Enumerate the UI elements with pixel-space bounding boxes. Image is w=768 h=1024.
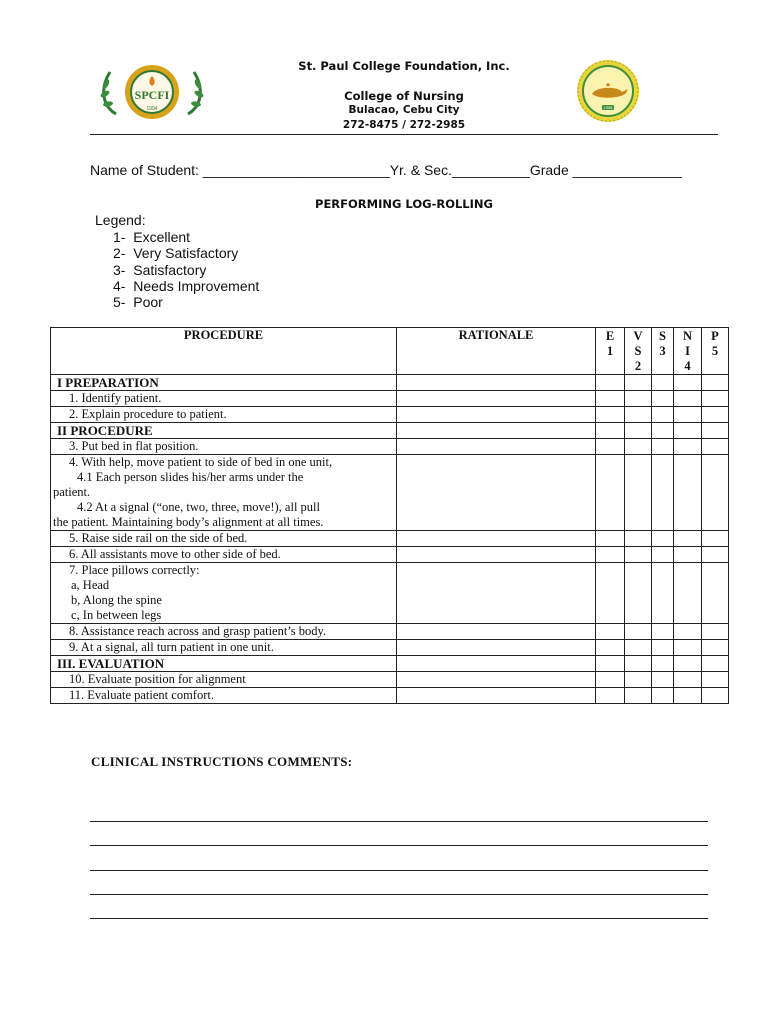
score-cell[interactable] — [625, 656, 652, 672]
section-label: I PREPARATION — [51, 375, 397, 391]
score-cell[interactable] — [702, 455, 729, 531]
score-header-char: 2 — [634, 359, 642, 373]
procedure-cell: 11. Evaluate patient comfort. — [51, 688, 397, 704]
score-header-char: 5 — [711, 344, 719, 358]
comment-line[interactable] — [90, 894, 708, 895]
rationale-cell[interactable] — [397, 656, 596, 672]
institution-name: St. Paul College Foundation, Inc. — [298, 59, 510, 73]
svg-text:1998: 1998 — [603, 105, 613, 110]
score-header-char: 4 — [684, 359, 691, 373]
comment-line[interactable] — [90, 821, 708, 822]
score-cell[interactable] — [596, 439, 625, 455]
score-cell[interactable] — [625, 672, 652, 688]
procedure-row — [51, 624, 729, 640]
student-info-line: Name of Student: ________________________Yr. & Sec.__________Grade ______________ — [90, 162, 682, 178]
score-cell[interactable] — [674, 563, 702, 624]
score-cell[interactable] — [625, 624, 652, 640]
score-cell[interactable] — [652, 656, 674, 672]
section-label: III. EVALUATION — [51, 656, 397, 672]
procedure-cell: 6. All assistants move to other side of bed. — [51, 547, 397, 563]
score-cell[interactable] — [596, 455, 625, 531]
procedure-cell: 5. Raise side rail on the side of bed. — [51, 531, 397, 547]
legend-title: Legend: — [95, 212, 146, 228]
score-cell[interactable] — [702, 563, 729, 624]
score-cell[interactable] — [674, 656, 702, 672]
procedure-line: 7. Place pillows correctly: — [69, 563, 200, 577]
score-cell[interactable] — [625, 688, 652, 704]
procedure-row — [51, 640, 729, 656]
procedure-row — [51, 563, 729, 624]
score-cell[interactable] — [702, 672, 729, 688]
score-cell[interactable] — [702, 439, 729, 455]
rationale-cell[interactable] — [397, 640, 596, 656]
rationale-header: RATIONALE — [397, 328, 596, 375]
score-cell[interactable] — [674, 439, 702, 455]
procedure-row — [51, 688, 729, 704]
procedure-line: c, In between legs — [71, 608, 162, 622]
svg-text:SPCFI: SPCFI — [134, 88, 170, 102]
score-cell[interactable] — [625, 640, 652, 656]
procedure-line: the patient. Maintaining body’s alignment at all times. — [53, 515, 324, 529]
score-cell[interactable] — [702, 656, 729, 672]
score-cell[interactable] — [652, 624, 674, 640]
score-cell[interactable] — [652, 563, 674, 624]
legend-item: 3- Satisfactory — [113, 262, 207, 278]
college-name: College of Nursing — [344, 89, 464, 103]
rationale-cell[interactable] — [397, 439, 596, 455]
score-cell[interactable] — [625, 547, 652, 563]
score-cell[interactable] — [596, 391, 625, 407]
procedure-line: b, Along the spine — [71, 593, 162, 607]
score-cell[interactable] — [702, 375, 729, 391]
score-cell[interactable] — [596, 672, 625, 688]
rationale-cell[interactable] — [397, 455, 596, 531]
score-header-char: S — [634, 344, 642, 358]
procedure-line: 4.1 Each person slides his/her arms under the — [77, 470, 304, 484]
procedure-line: 4.2 At a signal (“one, two, three, move!), all pull — [77, 500, 320, 514]
procedure-line: 4. With help, move patient to side of bed in one unit, — [69, 455, 333, 469]
score-cell[interactable] — [702, 547, 729, 563]
comment-line[interactable] — [90, 918, 708, 919]
score-header-char: E — [605, 329, 615, 343]
score-header-very-satisfactory — [625, 328, 652, 375]
procedure-row — [51, 531, 729, 547]
rationale-cell[interactable] — [397, 688, 596, 704]
score-cell[interactable] — [674, 531, 702, 547]
procedure-cell: 9. At a signal, all turn patient in one unit. — [51, 640, 397, 656]
score-cell[interactable] — [625, 407, 652, 423]
procedure-line: a, Head — [71, 578, 110, 592]
rationale-cell[interactable] — [397, 391, 596, 407]
score-cell[interactable] — [652, 640, 674, 656]
rationale-cell[interactable] — [397, 531, 596, 547]
section-label: II PROCEDURE — [51, 423, 397, 439]
score-cell[interactable] — [674, 640, 702, 656]
score-cell[interactable] — [596, 656, 625, 672]
score-cell[interactable] — [652, 688, 674, 704]
score-cell[interactable] — [596, 407, 625, 423]
procedure-row — [51, 455, 729, 531]
score-cell[interactable] — [674, 624, 702, 640]
procedure-row — [51, 407, 729, 423]
score-header-char: 3 — [659, 344, 666, 358]
score-cell[interactable] — [596, 640, 625, 656]
score-cell[interactable] — [652, 547, 674, 563]
procedure-row — [51, 439, 729, 455]
svg-text:1994: 1994 — [146, 106, 158, 112]
score-cell[interactable] — [625, 455, 652, 531]
score-cell[interactable] — [652, 531, 674, 547]
score-header-char: N — [682, 329, 693, 343]
score-header-char: I — [685, 344, 690, 358]
document-title: PERFORMING LOG-ROLLING — [315, 197, 493, 211]
score-cell[interactable] — [702, 624, 729, 640]
rationale-cell[interactable] — [397, 375, 596, 391]
procedure-row — [51, 672, 729, 688]
score-cell[interactable] — [596, 375, 625, 391]
section-row — [51, 656, 729, 672]
score-cell[interactable] — [702, 688, 729, 704]
score-cell[interactable] — [625, 531, 652, 547]
procedure-cell — [51, 563, 397, 624]
score-cell[interactable] — [702, 407, 729, 423]
score-cell[interactable] — [596, 547, 625, 563]
procedure-row — [51, 391, 729, 407]
score-cell[interactable] — [596, 624, 625, 640]
procedure-cell — [51, 455, 397, 531]
score-cell[interactable] — [674, 375, 702, 391]
score-header-char: P — [711, 329, 719, 343]
score-cell[interactable] — [652, 391, 674, 407]
score-cell[interactable] — [702, 391, 729, 407]
score-header-char: 1 — [606, 344, 614, 358]
score-header-char: V — [633, 329, 643, 343]
procedure-cell: 3. Put bed in flat position. — [51, 439, 397, 455]
score-cell[interactable] — [652, 439, 674, 455]
score-cell[interactable] — [674, 407, 702, 423]
college-phone: 272-8475 / 272-2985 — [342, 119, 466, 131]
score-cell[interactable] — [652, 455, 674, 531]
legend-item: 4- Needs Improvement — [113, 278, 260, 294]
score-cell[interactable] — [674, 547, 702, 563]
procedure-header: PROCEDURE — [51, 328, 397, 375]
rationale-cell[interactable] — [397, 563, 596, 624]
procedure-cell: 8. Assistance reach across and grasp patient’s body. — [51, 624, 397, 640]
score-cell[interactable] — [625, 375, 652, 391]
score-cell[interactable] — [674, 423, 702, 439]
legend-item: 1- Excellent — [113, 229, 191, 245]
score-header-char: S — [659, 329, 666, 343]
score-cell[interactable] — [625, 391, 652, 407]
score-cell[interactable] — [674, 688, 702, 704]
score-header-satisfactory — [652, 328, 674, 375]
score-cell[interactable] — [625, 423, 652, 439]
score-cell[interactable] — [596, 563, 625, 624]
score-cell[interactable] — [674, 672, 702, 688]
procedure-cell: 10. Evaluate position for alignment — [51, 672, 397, 688]
procedure-row — [51, 547, 729, 563]
legend-item: 2- Very Satisfactory — [113, 245, 239, 261]
score-cell[interactable] — [596, 423, 625, 439]
score-cell[interactable] — [702, 423, 729, 439]
score-cell[interactable] — [596, 531, 625, 547]
score-cell[interactable] — [596, 688, 625, 704]
procedure-cell: 1. Identify patient. — [51, 391, 397, 407]
score-cell[interactable] — [625, 563, 652, 624]
procedure-cell: 2. Explain procedure to patient. — [51, 407, 397, 423]
procedure-line: patient. — [53, 485, 91, 499]
comment-line[interactable] — [90, 845, 708, 846]
section-row — [51, 375, 729, 391]
rationale-cell[interactable] — [397, 423, 596, 439]
score-cell[interactable] — [625, 439, 652, 455]
score-header-needs-improvement — [674, 328, 702, 375]
score-cell[interactable] — [702, 640, 729, 656]
score-cell[interactable] — [652, 407, 674, 423]
comment-line[interactable] — [90, 870, 708, 871]
header-divider — [90, 134, 718, 135]
score-header-poor — [702, 328, 729, 375]
section-row — [51, 423, 729, 439]
score-cell[interactable] — [674, 455, 702, 531]
evaluation-table — [50, 327, 729, 704]
college-seal-logo — [98, 62, 206, 122]
college-address: Bulacao, Cebu City — [348, 104, 460, 116]
legend-item: 5- Poor — [113, 294, 163, 310]
rationale-cell[interactable] — [397, 547, 596, 563]
rationale-cell[interactable] — [397, 407, 596, 423]
nursing-seal-logo — [556, 58, 668, 126]
score-cell[interactable] — [702, 531, 729, 547]
rationale-cell[interactable] — [397, 672, 596, 688]
score-cell[interactable] — [652, 423, 674, 439]
comments-title: CLINICAL INSTRUCTIONS COMMENTS: — [91, 754, 353, 769]
score-cell[interactable] — [674, 391, 702, 407]
score-cell[interactable] — [652, 375, 674, 391]
score-header-excellent — [596, 328, 625, 375]
score-cell[interactable] — [652, 672, 674, 688]
rationale-cell[interactable] — [397, 624, 596, 640]
